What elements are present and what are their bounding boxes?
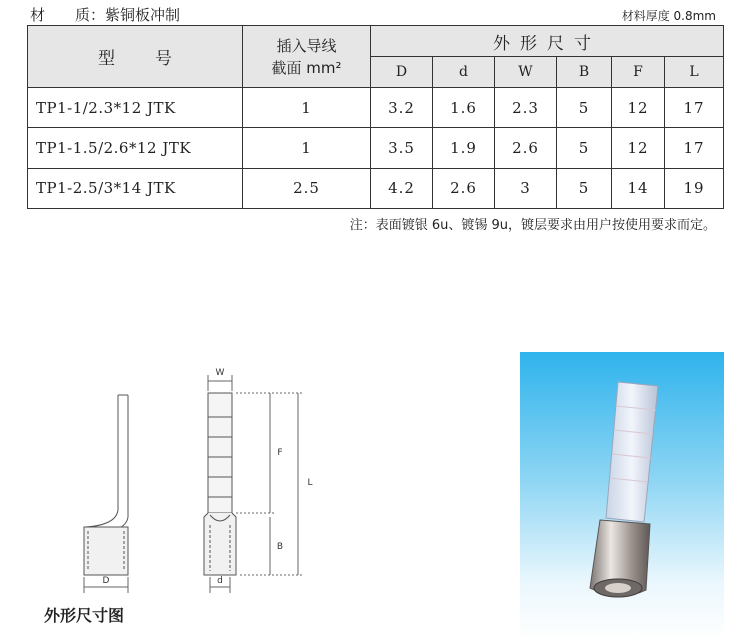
col-d: d	[433, 57, 495, 88]
label-L: L	[307, 478, 313, 488]
table-row	[28, 128, 724, 168]
cell-B: 5	[557, 88, 612, 128]
terminal-photo-image	[520, 352, 724, 640]
cell-D: 3.5	[371, 128, 433, 168]
label-W: W	[215, 368, 225, 378]
cell-W: 2.6	[495, 128, 557, 168]
cell-model: TP1-1/2.3*12 JTK	[28, 88, 243, 128]
cell-model: TP1-2.5/3*14 JTK	[28, 168, 243, 208]
cell-B: 5	[557, 168, 612, 208]
cell-D: 3.2	[371, 88, 433, 128]
spec-table	[27, 25, 724, 209]
cell-section: 2.5	[243, 168, 371, 208]
col-W: W	[495, 57, 557, 88]
header-section	[243, 26, 371, 88]
cell-d: 2.6	[433, 168, 495, 208]
cell-d: 1.9	[433, 128, 495, 168]
dimension-diagram	[40, 355, 360, 605]
cell-F: 14	[612, 168, 665, 208]
label-d: d	[217, 576, 223, 586]
cell-F: 12	[612, 88, 665, 128]
cell-D: 4.2	[371, 168, 433, 208]
label-F: F	[277, 448, 283, 458]
material-line	[30, 4, 180, 25]
side-view-drawing	[84, 395, 128, 575]
col-L: L	[665, 57, 724, 88]
diagram-title: 外形尺寸图	[44, 606, 125, 625]
cell-section: 1	[243, 88, 371, 128]
cell-B: 5	[557, 128, 612, 168]
cell-F: 12	[612, 128, 665, 168]
plating-note: 注：表面镀银 6u、镀锡 9u，镀层要求由用户按使用要求而定。	[349, 218, 716, 233]
material-thickness: 材料厚度 0.8mm	[621, 9, 716, 23]
cell-W: 2.3	[495, 88, 557, 128]
cell-W: 3	[495, 168, 557, 208]
table-row	[28, 88, 724, 128]
header-section-line1: 插入导线	[276, 36, 337, 55]
cell-L: 19	[665, 168, 724, 208]
front-view-drawing	[204, 393, 236, 575]
cell-model: TP1-1.5/2.6*12 JTK	[28, 128, 243, 168]
cell-d: 1.6	[433, 88, 495, 128]
header-size: 外形尺寸	[371, 26, 724, 57]
col-D: D	[371, 57, 433, 88]
label-D: D	[102, 576, 110, 586]
header-section-line2: 截面 mm²	[271, 58, 342, 77]
col-F: F	[612, 57, 665, 88]
header-model: 型号	[28, 26, 243, 88]
col-B: B	[557, 57, 612, 88]
material-label: 材 质：	[30, 6, 106, 24]
table-row	[28, 168, 724, 208]
product-photo	[520, 352, 724, 640]
cell-L: 17	[665, 128, 724, 168]
cell-L: 17	[665, 88, 724, 128]
material-value: 紫铜板冲制	[105, 6, 181, 24]
cell-section: 1	[243, 128, 371, 168]
label-B: B	[276, 542, 284, 552]
